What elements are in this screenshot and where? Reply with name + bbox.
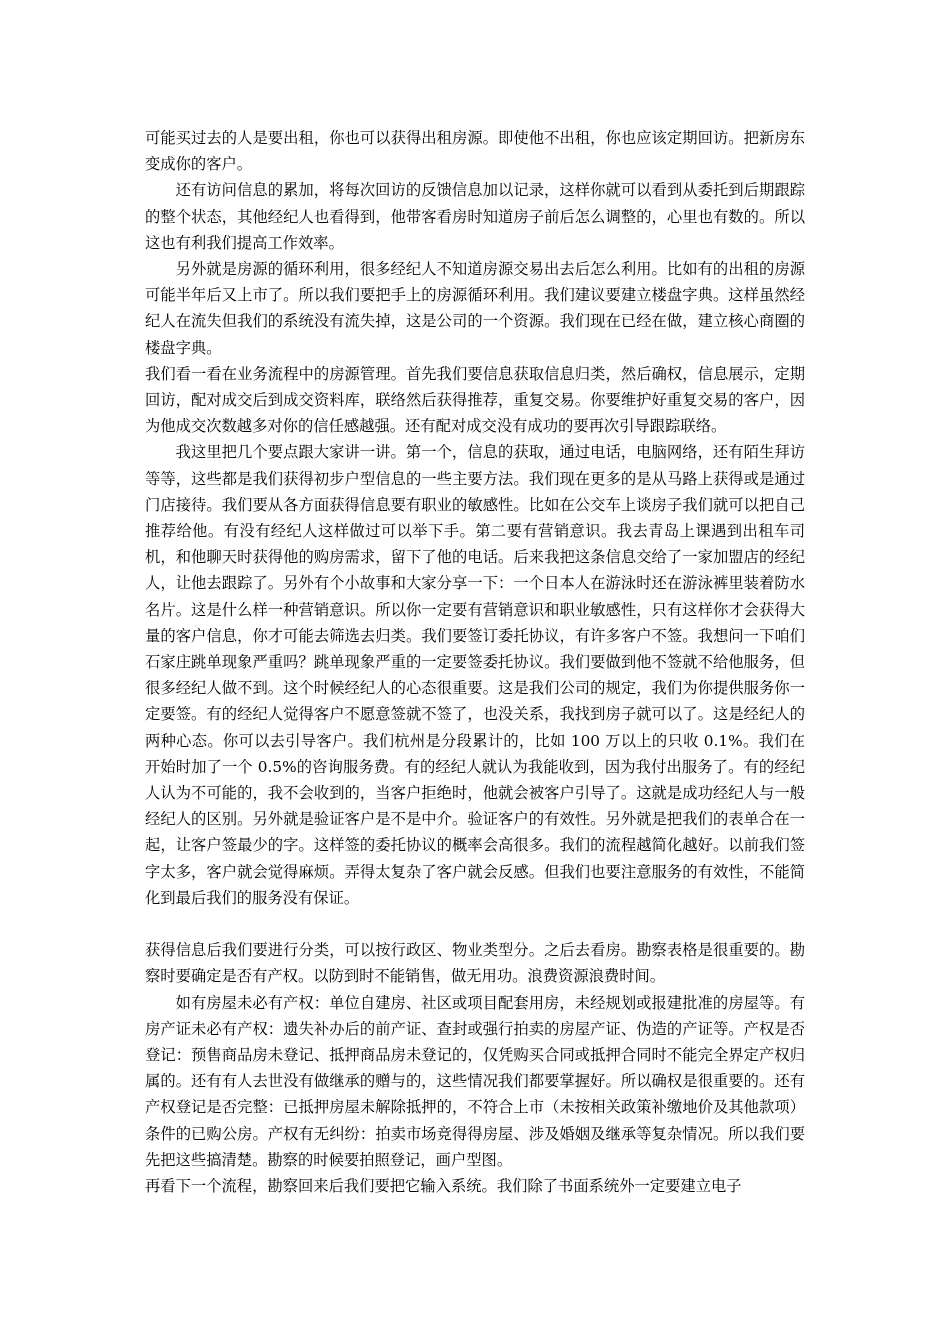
paragraph-2: 还有访问信息的累加，将每次回访的反馈信息加以记录，这样你就可以看到从委托到后期跟踪的整个状态，其他经纪人也看得到，他带客看房时知道房子前后怎么调整的，心里也有数的。所以这也有利我们提高工作效率。 <box>145 181 805 252</box>
document-page <box>145 125 805 1199</box>
paragraph-4: 我们看一看在业务流程中的房源管理。首先我们要信息获取信息归类，然后确权，信息展示，定期回访，配对成交后到成交资料库，联络然后获得推荐，重复交易。你要维护好重复交易的客户，因为他成交次数越多对你的信任感越强。还有配对成交没有成功的要再次引导跟踪联络。 <box>145 364 805 436</box>
paragraph-7: 如有房屋未必有产权：单位自建房、社区或项目配套用房，未经规划或报建批准的房屋等。有房产证未必有产权：遗失补办后的前产证、查封或强行拍卖的房屋产证、伪造的产证等。产权是否登记：预售商品房未登记、抵押商品房未登记的，仅凭购买合同或抵押合同时不能完全界定产权归属的。还有有人去世没有做继承的赠与的，这些情况我们都要掌握好。所以确权是很重要的。还有产权登记是否完整：已抵押房屋未解除抵押的，不符合上市（未按相关政策补缴地价及其他款项）条件的已购公房。产权有无纠纷：拍卖市场竞得得房屋、涉及婚姻及继承等复杂情况。所以我们要先把这些搞清楚。勘察的时候要拍照登记，画户型图。 <box>145 993 805 1169</box>
paragraph-5: 我这里把几个要点跟大家讲一讲。第一个，信息的获取，通过电话，电脑网络，还有陌生拜访等等，这些都是我们获得初步户型信息的一些主要方法。我们现在更多的是从马路上获得或是通过门店接待。我们要从各方面获得信息要有职业的敏感性。比如在公交车上谈房子我们就可以把自己推荐给他。有没有经纪人这样做过可以举下手。第二要有营销意识。我去青岛上课遇到出租车司机，和他聊天时获得他的购房需求，留下了他的电话。后来我把这条信息交给了一家加盟店的经纪人，让他去跟踪了。另外有个小故事和大家分享一下：一个日本人在游泳时还在游泳裤里装着防水名片。这是什么样一种营销意识。所以你一定要有营销意识和职业敏感性，只有这样你才会获得大量的客户信息，你才可能去筛选去归类。我们要签订委托协议，有许多客户不签。我想问一下咱们石家庄跳单现象严重吗？跳单现象严重的一定要签委托协议。我们要做到他不签就不给他服务，但很多经纪人做不到。这个时候经纪人的心态很重要。这是我们公司的规定，我们为你提供服务你一定要签。有的经纪人觉得客户不愿意签就不签了，也没关系，我找到房子就可以了。这是经纪人的两种心态。你可以去引导客户。我们杭州是分段累计的，比如 100 万以上的只收 0.1%。我们在开始时加了一个 0.5%的咨询服务费。有的经纪人就认为我能收到，因为我付出服务了。有的经纪人认为不可能的，我不会收到的，当客户拒绝时，他就会被客户引导了。这就是成功经纪人与一般经纪人的区别。另外就是验证客户是不是中介。验证客户的有效性。另外就是把我们的表单合在一起，让客户签最少的字。这样签的委托协议的概率会高很多。我们的流程越简化越好。以前我们签字太多，客户就会觉得麻烦。弄得太复杂了客户就会反感。但我们也要注意服务的有效性，不能简化到最后我们的服务没有保证。 <box>145 443 805 907</box>
paragraph-8: 再看下一个流程，勘察回来后我们要把它输入系统。我们除了书面系统外一定要建立电子 <box>145 1176 742 1195</box>
paragraph-6: 获得信息后我们要进行分类，可以按行政区、物业类型分。之后去看房。勘察表格是很重要的。勘察时要确定是否有产权。以防到时不能销售，做无用功。浪费资源浪费时间。 <box>145 941 805 986</box>
paragraph-gap <box>145 911 805 937</box>
paragraph-3: 另外就是房源的循环利用，很多经纪人不知道房源交易出去后怎么利用。比如有的出租的房源可能半年后又上市了。所以我们要把手上的房源循环利用。我们建议要建立楼盘字典。这样虽然经纪人在流失但我们的系统没有流失掉，这是公司的一个资源。我们现在已经在做，建立核心商圈的楼盘字典。 <box>145 260 805 357</box>
paragraph-1: 可能买过去的人是要出租，你也可以获得出租房源。即使他不出租，你也应该定期回访。把新房东变成你的客户。 <box>145 129 805 174</box>
